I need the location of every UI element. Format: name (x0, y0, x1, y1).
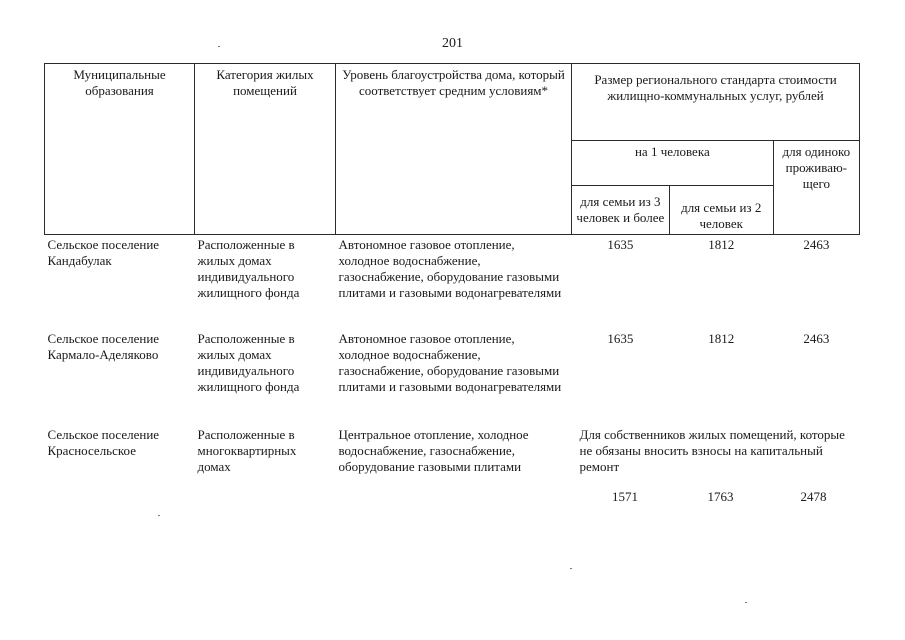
row-value-family-2: 1763 (707, 489, 734, 504)
row-category: Расположенные в жилых домах индивидуального жилищного фонда (197, 331, 300, 394)
row-amenities: Автономное газовое отопление, холодное водоснабжение, газоснабжение, оборудование газовыми плитами и газовыми водонагревателями (338, 237, 562, 300)
table-row (45, 235, 860, 332)
regional-standard-table (44, 63, 860, 507)
header-standard-size: Размер регионального стандарта стоимости жилищно-коммунальных услуг, рублей (572, 64, 860, 141)
row-note-values (580, 489, 857, 505)
header-municipality: Муниципальные образования (45, 64, 195, 235)
header-category: Категория жилых помещений (195, 64, 336, 235)
row-value-single: 2463 (803, 331, 830, 346)
scan-speck (570, 568, 572, 569)
scan-speck (218, 46, 220, 47)
row-note: Для собственников жилых помещений, которые не обязаны вносить взносы на капитальный ремонт (579, 427, 845, 474)
header-family-3: для семьи из 3 человек и более (572, 186, 670, 235)
row-amenities: Центральное отопление, холодное водоснабжение, газоснабжение, оборудование газовыми плитами (338, 427, 529, 474)
row-value-family-3: 1635 (607, 331, 634, 346)
row-value-family-2: 1812 (708, 331, 735, 346)
table-row (45, 331, 860, 427)
row-amenities: Автономное газовое отопление, холодное водоснабжение, газоснабжение, оборудование газовыми плитами и газовыми водонагревателями (338, 331, 562, 394)
row-municipality: Сельское поселение Красносельское (47, 427, 160, 458)
row-value-family-2: 1812 (708, 237, 735, 252)
row-value-family-3: 1635 (607, 237, 634, 252)
row-category: Расположенные в жилых домах индивидуального жилищного фонда (197, 237, 300, 300)
header-amenities: Уровень благоустройства дома, который соответствует средним условиям* (336, 64, 572, 235)
scan-speck (745, 602, 747, 603)
row-value-single: 2463 (803, 237, 830, 252)
scan-speck (158, 515, 160, 516)
row-municipality: Сельское поселение Кандабулак (47, 237, 160, 268)
row-value-single: 2478 (800, 489, 827, 504)
table-row (45, 427, 860, 507)
header-per-person: на 1 человека (572, 141, 774, 186)
header-single: для одиноко проживаю-щего (773, 141, 859, 235)
header-family-2: для семьи из 2 человек (669, 186, 773, 235)
row-value-family-3: 1571 (612, 489, 638, 504)
row-note-cell (572, 427, 860, 507)
row-category: Расположенные в многоквартирных домах (197, 427, 297, 474)
row-municipality: Сельское поселение Кармало-Аделяково (47, 331, 160, 362)
page-number: 201 (442, 36, 463, 51)
